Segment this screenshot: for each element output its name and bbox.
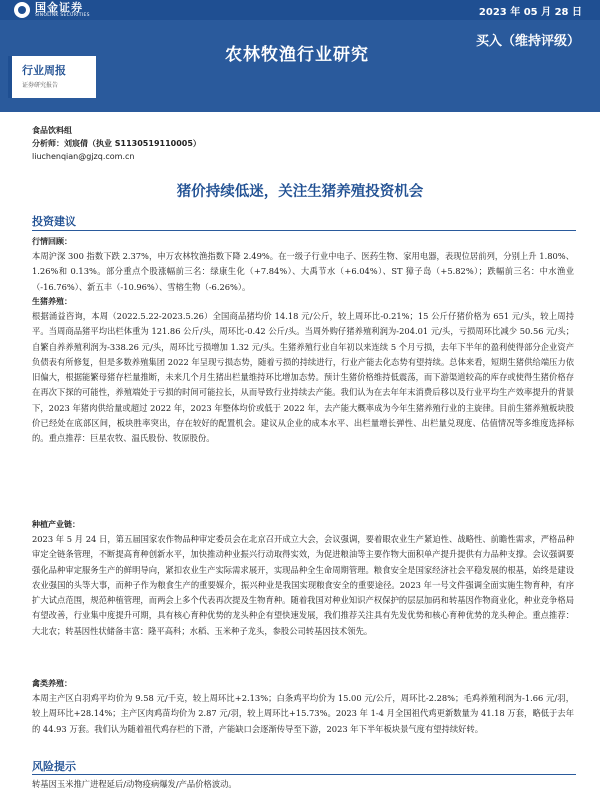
paragraph-market: 本周沪深 300 指数下跌 2.37%，申万农林牧渔指数下降 2.49%。在一级子行业中电子、医药生物、家用电器，表现位居前列，分别上升 1.80%、1.26%和 0.13%。部分重点个股涨幅前三名：绿康生化（+7.84%）、大禹节水（+6.04%）、ST 獐子岛（+5.82%）；跌幅前三名：中水渔业（-16.76%）、新五丰（-10.96%）、雪榕生物（-6.26%）。 [32, 251, 574, 292]
paragraph-poultry: 本周主产区白羽鸡平均价为 9.58 元/千克，较上周环比+2.13%；白条鸡平均价为 15.00 元/公斤，周环比-2.28%；毛鸡养殖利润为-1.66 元/羽，较上周环比+28.14%；主产区肉鸡苗均价为 2.87 元/羽，较上周环比+15.73%。2023 年 1-4 月全国祖代鸡更新数量为 41.18 万套，略低于去年的 44.93 万套。我们认为随着祖代鸡存栏的下滑，产能缺口会逐渐传导至下游，2023 年下半年板块景气度有望持续好转。 [32, 693, 574, 734]
section-divider [32, 774, 576, 775]
group-name: 食品饮料组 [32, 126, 72, 135]
paragraph-seed: 2023 年 5 月 24 日，第五届国家农作物品种审定委员会在北京召开成立大会，会议强调，要着眼农业生产紧迫性、战略性、前瞻性需求，严格品种审定全链条管理，不断提高育种创新水平，加快推动种业振兴行动取得实效，为促进粮油等主要作物大面积单产提升提供有力品种支撑。会议强调要强化品种审定服务生产的鲜明导向，紧扣农业生产实际需求展开，实现品种全生命周期管理。粮食安全是国家经济社会平稳发展的根基，始终是建设农业强国的头等大事，而种子作为粮食生产的重要媒介，振兴种业是我国实现粮食安全的重要途径。2023 年一号文件强调全面实施生物育种，有序扩大试点范围，规范种植管理，而两会上多个代表再次提及生物育种。随着我国对种业知识产权保护的层层加码和转基因作物商业化，种业竞争格局有望改善，行业集中度提升可期，具有核心育种优势的龙头种企有望快速发展，我们推荐关注具有先发优势和核心育种优势的龙头种企。重点推荐：大北农；转基因性状储备丰富：隆平高科；水稻、玉米种子龙头，参股公司转基因技术领先。 [32, 534, 574, 636]
section-divider [32, 230, 576, 231]
report-title: 猪价持续低迷，关注生猪养殖投资机会 [176, 184, 424, 200]
paragraph-risk: 转基因玉米推广进程延后/动物疫病爆发/产品价格波动。 [32, 779, 237, 789]
industry-title: 农林牧渔行业研究 [225, 45, 369, 65]
brand-name-cn: 国金证券 [35, 0, 83, 14]
report-type: 行业周报 [22, 64, 66, 77]
subtitle-poultry: 禽类养殖： [32, 679, 72, 688]
section-title-invest: 投资建议 [32, 215, 76, 228]
subtitle-seed: 种植产业链： [32, 520, 80, 529]
analyst-email: liuchenqian@gjzq.com.cn [32, 152, 135, 161]
report-type-box [8, 56, 96, 98]
brand-logo [14, 0, 90, 20]
report-date: 2023 年 05 月 28 日 [478, 7, 582, 18]
report-subtype: 证券研究报告 [22, 82, 59, 89]
analyst-name: 分析师：刘宸倩（执业 S1130519110005） [32, 139, 201, 148]
brand-name-en: SINOLINK SECURITIES [35, 12, 90, 18]
subtitle-pig: 生猪养殖： [32, 297, 72, 306]
section-title-risk: 风险提示 [32, 760, 76, 773]
report-header [0, 0, 600, 112]
subtitle-market: 行情回顾： [32, 237, 72, 246]
author-info [32, 124, 201, 163]
sinolink-logo-icon [14, 2, 30, 18]
paragraph-pig: 根据涌益咨询，本周（2022.5.22-2023.5.26）全国商品猪均价 14.18 元/公斤，较上周环比-0.21%；15 公斤仔猪价格为 651 元/头，较上周持平。当周商品猪平均出栏体重为 121.86 公斤/头，周环比-0.42 公斤/头。当周外购仔猪养殖利润为-204.01 元/头，亏损周环比减少 50.56 元/头；自繁自养养殖利润为-338.26 元/头，周环比亏损增加 1.32 元/头。生猪养殖行业自年初以来连续 5 个月亏损，去年下半年的盈利使得部分企业资产负债表有所修复，但是多数养殖集团 2022 年呈现亏损态势，随着亏损的持续进行，行业产能去化态势有望持续。总体来看，短期生猪供给端压力依旧偏大，根据能繁母猪存栏量推断，未来几个月生猪出栏量维持环比增加态势。预计生猪价格维持低震荡，而下游渠道较高的库存或使得生猪价格存在再次下探的可能性，养殖端处于亏损的时间可能拉长，从而导致行业持续去产能。我们认为在去年年末消费后移以及行业平均生产效率提升的背景下，2023 年猪肉供给量或超过 2022 年，2023 年整体均价或低于 2022 年，去产能大概率成为今年生猪养殖行业的主旋律。目前生猪养殖板块股价已经处在底部区间，板块胜率突出，存在较好的配置机会。建议从企业的成本水平、出栏量增长弹性、出栏量兑现度、估值情况等多维度选择标的。重点推荐：巨星农牧、温氏股份、牧原股份。 [32, 311, 574, 444]
rating-label: 买入（维持评级） [475, 34, 580, 49]
